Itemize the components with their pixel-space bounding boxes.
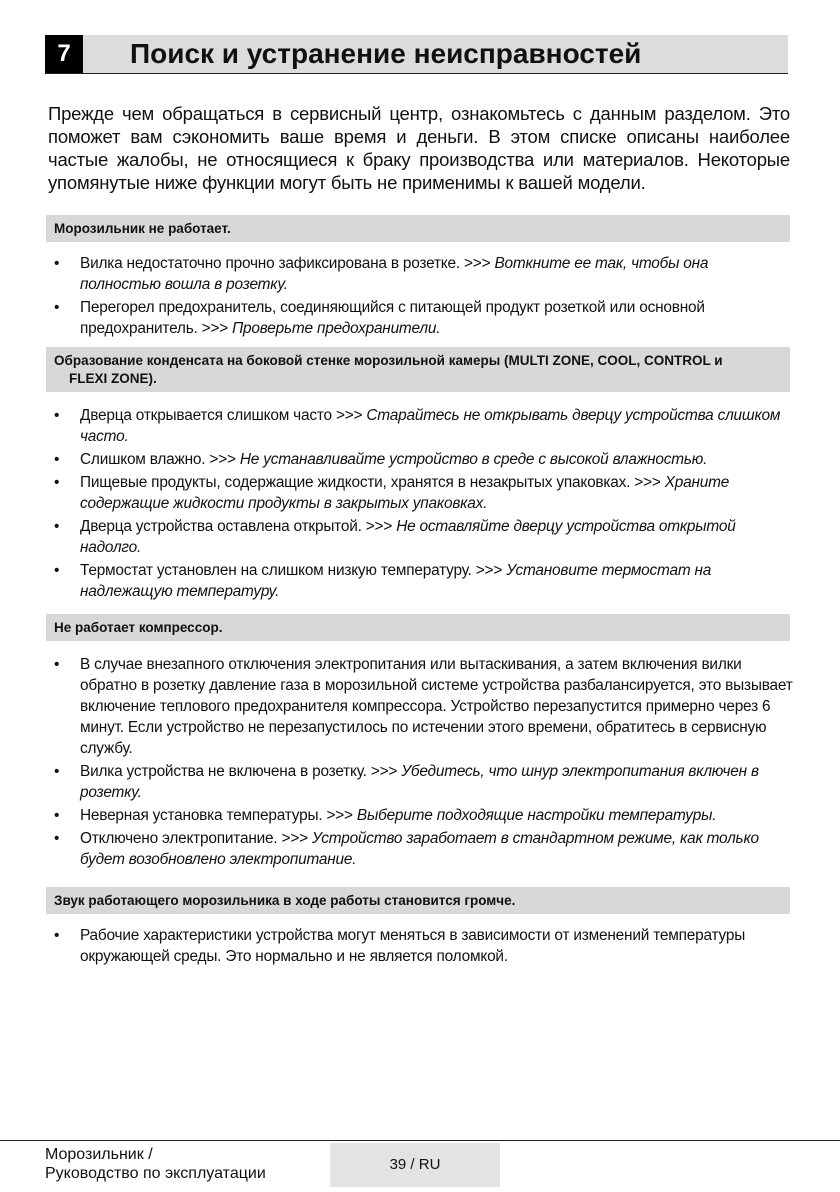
section-heading-condensation (46, 347, 790, 392)
list-item (54, 828, 794, 870)
problem-text: Рабочие характеристики устройства могут меняться в зависимости от изменений температуры окружающей среды. Это нормально и не является поломкой. (80, 927, 746, 965)
fix-text: Выберите подходящие настройки температуры. (356, 807, 717, 824)
bullet-icon: • (54, 656, 60, 673)
list-item (54, 560, 794, 602)
bullet-icon: • (54, 518, 60, 535)
list-item (54, 297, 764, 339)
problem-text: Вилка недостаточно прочно зафиксирована в розетке. >>> (80, 255, 495, 272)
fix-text: Проверьте предохранители. (232, 320, 441, 337)
section-list-freezer-not-working (54, 253, 764, 341)
footer-doc-title (45, 1145, 266, 1183)
list-item (54, 805, 794, 826)
list-item (54, 516, 794, 558)
section-list-compressor (54, 654, 794, 872)
list-item (54, 253, 764, 295)
fix-text: Воткните ее так, чтобы она полностью вошла в розетку. (80, 255, 709, 293)
section-title: Морозильник не работает. (54, 221, 231, 236)
footer-divider (0, 1140, 840, 1141)
problem-text: Слишком влажно. >>> (80, 451, 240, 468)
problem-text: Дверца открывается слишком часто >>> (80, 407, 367, 424)
list-item (54, 761, 794, 803)
page-number: 39 / RU (330, 1143, 500, 1187)
bullet-icon: • (54, 299, 60, 316)
fix-text: Установите термостат на надлежащую температуру. (80, 562, 712, 600)
list-item (54, 654, 794, 759)
section-list-condensation (54, 405, 794, 604)
problem-text: Перегорел предохранитель, соединяющийся с питающей продукт розеткой или основной предохранитель. >>> (80, 299, 705, 337)
chapter-number: 7 (45, 35, 83, 73)
section-title-line2: FLEXI ZONE). (69, 371, 157, 386)
fix-text: Не оставляйте дверцу устройства открытой надолго. (80, 518, 736, 556)
fix-text: Устройство заработает в стандартном режиме, как только будет возобновлено электропитание. (80, 830, 759, 868)
bullet-icon: • (54, 474, 60, 491)
footer-line-1: Морозильник / (45, 1146, 153, 1163)
problem-text: Термостат установлен на слишком низкую температуру. >>> (80, 562, 507, 579)
page-title: Поиск и устранение неисправностей (130, 38, 642, 69)
section-heading-noise (46, 887, 790, 914)
fix-text: Храните содержащие жидкости продукты в закрытых упаковках. (80, 474, 730, 512)
bullet-icon: • (54, 407, 60, 424)
fix-text: Старайтесь не открывать дверцу устройства слишком часто. (80, 407, 781, 445)
problem-text: Отключено электропитание. >>> (80, 830, 312, 847)
problem-text: В случае внезапного отключения электропитания или вытаскивания, а затем включения вилки обратно в розетку давление газа в морозильной системе устройства разбалансируется, это вызывает включение теплового предохранителя компрессора. Устройство перезапустится примерно через 6 минут. Если устройство не перезапустилось по истечении этого времени, обратитесь в сервисную службу. (80, 656, 793, 757)
section-heading-compressor (46, 614, 790, 641)
bullet-icon: • (54, 255, 60, 272)
section-list-noise (54, 925, 754, 969)
list-item (54, 472, 794, 514)
section-title: Не работает компрессор. (54, 620, 223, 635)
problem-text: Вилка устройства не включена в розетку. >>> (80, 763, 402, 780)
fix-text: Убедитесь, что шнур электропитания включен в розетку. (80, 763, 759, 801)
problem-text: Дверца устройства оставлена открытой. >>> (80, 518, 397, 535)
bullet-icon: • (54, 830, 60, 847)
bullet-icon: • (54, 451, 60, 468)
list-item (54, 405, 794, 447)
section-title: Образование конденсата на боковой стенке морозильной камеры (MULTI ZONE, COOL, CONTROL и (54, 353, 723, 368)
chapter-header (45, 35, 788, 74)
bullet-icon: • (54, 763, 60, 780)
list-item (54, 449, 794, 470)
bullet-icon: • (54, 562, 60, 579)
bullet-icon: • (54, 807, 60, 824)
problem-text: Неверная установка температуры. >>> (80, 807, 357, 824)
fix-text: Не устанавливайте устройство в среде с высокой влажностью. (239, 451, 708, 468)
bullet-icon: • (54, 927, 60, 944)
problem-text: Пищевые продукты, содержащие жидкости, хранятся в незакрытых упаковках. >>> (80, 474, 665, 491)
intro-paragraph: Прежде чем обращаться в сервисный центр, ознакомьтесь с данным разделом. Это поможет вам сэкономить ваше время и деньги. В этом списке описаны наиболее частые жалобы, не относящиеся к браку производства или материалов. Некоторые упомянутые ниже функции могут быть не применимы к вашей модели. (48, 103, 790, 193)
footer-line-2: Руководство по эксплуатации (45, 1165, 266, 1182)
section-heading-freezer-not-working (46, 215, 790, 242)
section-title: Звук работающего морозильника в ходе работы становится громче. (54, 893, 516, 908)
list-item (54, 925, 754, 967)
